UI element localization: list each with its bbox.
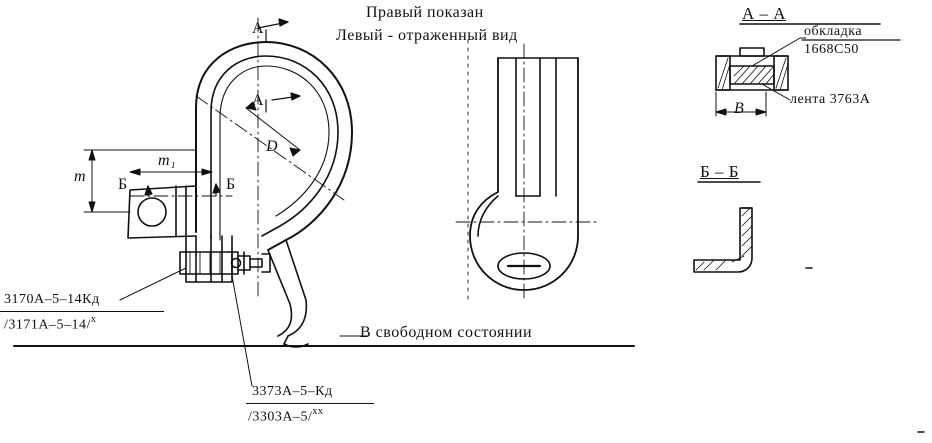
callout-lenta-label: лента 3763А [790,92,871,107]
bolt-head-block [180,252,238,274]
foot-hole [138,198,166,226]
bolt-tip [262,254,270,272]
part-bolt-spec-top: 3170А–5–14Кд [4,292,100,307]
part-bolt-underline [0,311,164,312]
ear-left [186,236,232,282]
diameter-label: D [266,138,279,155]
part-nut-underline [246,403,374,404]
dim-m1-arrow-left [130,169,140,175]
section-a-hatch [718,58,788,90]
arrow-b-left-head [145,186,152,195]
title-line-2: Левый - отраженный вид [336,27,518,44]
part-bolt-spec-alt-sup: х [90,314,97,325]
dim-b-arrow-left [716,109,726,115]
diameter-arrow-2 [290,148,300,156]
section-b-geometry [694,208,752,272]
dim-b-arrow-right [756,109,766,115]
dim-m-arrow-top [89,150,95,160]
washer-circle [232,259,241,268]
arrow-a-top-label: А [252,20,265,37]
part-nut-spec-alt-wrap [248,406,323,425]
arrow-a-inner-head [291,93,300,100]
free-state-note: В свободном состоянии [360,324,533,341]
arrow-b-right-label: Б [226,176,236,193]
section-a-label: А – А [742,4,787,23]
part-nut-spec-top: 3373А–5–Кд [252,384,333,399]
part-nut-spec-alt: /3303А–5/ [248,409,313,425]
leader-bolt-spec [120,268,186,300]
part-bolt-spec-alt-wrap [4,314,96,333]
arrow-a-inner-label: А [252,92,265,109]
mid-fillet-left [478,196,498,236]
dim-m1-label: m₁ [158,152,177,169]
dim-m-arrow-bottom [89,202,95,212]
callout-obkladka-label: обкладка [804,24,863,39]
leader-nut-spec [232,276,252,386]
callout-obkladka-value: 1668С50 [804,42,859,57]
leader-obkladka [752,38,800,66]
arrow-a-top-head [279,19,288,26]
bolt-shank [250,259,262,267]
title-line-1: Правый показан [366,4,484,21]
arrow-b-right-head [213,184,220,193]
bolt-hatch-lines [190,252,220,274]
section-b-label: Б – Б [700,162,740,181]
part-nut-spec-alt-sup: хх [312,406,324,417]
clamp-tail-inner [268,250,292,336]
dim-b-label: B [734,100,745,117]
arrow-b-left-label: Б [118,176,128,193]
part-bolt-spec-alt: /3171А–5–14/ [4,317,91,333]
dim-m-label: m [74,168,87,185]
